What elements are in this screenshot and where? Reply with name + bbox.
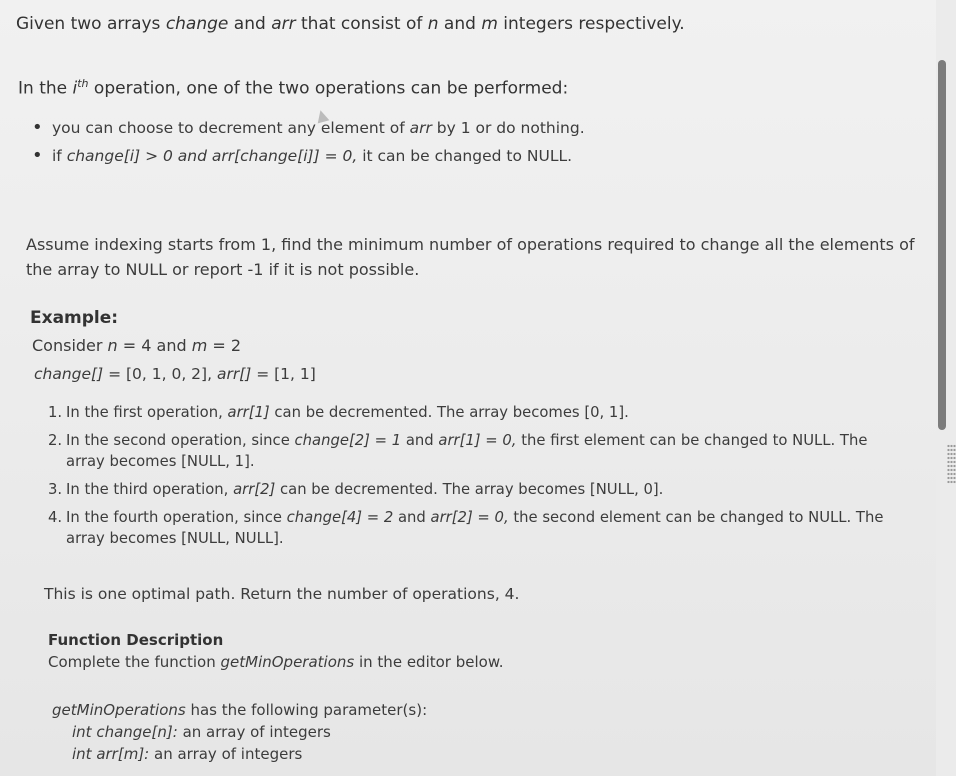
example-input: change[] = [0, 1, 0, 2], arr[] = [1, 1] [34, 365, 316, 383]
list-item: • if change[i] > 0 and arr[change[i]] = 0, it can be changed to NULL. [30, 144, 585, 172]
parameter-arr: int arr[m]: an array of integers [72, 745, 303, 763]
parameter-change: int change[n]: an array of integers [72, 723, 331, 741]
example-heading: Example: [30, 308, 119, 328]
problem-intro: Given two arrays change and arr that consist of n and m integers respectively. [16, 14, 685, 34]
list-item: 1. In the first operation, arr[1] can be decremented. The array becomes [0, 1]. [48, 404, 629, 421]
task-description: Assume indexing starts from 1, find the minimum number of operations required to change all the elements of the array to NULL or report -1 if it is not possible. [26, 235, 915, 279]
operations-list [30, 116, 585, 172]
resize-handle-icon[interactable] [947, 444, 956, 484]
example-steps [48, 402, 908, 556]
list-item: 2. In the second operation, since change[2] = 1 and arr[1] = 0, the first element can be changed to NULL. The array becomes [NULL, 1]. [48, 432, 868, 470]
example-consider: Consider n = 4 and m = 2 [32, 336, 242, 355]
function-description-heading: Function Description [48, 631, 224, 649]
list-item: 3. In the third operation, arr[2] can be decremented. The array becomes [NULL, 0]. [48, 481, 664, 498]
example-conclusion: This is one optimal path. Return the number of operations, 4. [44, 585, 520, 603]
function-description-text: Complete the function getMinOperations in the editor below. [48, 653, 504, 671]
list-item: • you can choose to decrement any element of arr by 1 or do nothing. [30, 116, 585, 144]
scrollbar-thumb[interactable] [938, 60, 946, 430]
list-item: 4. In the fourth operation, since change[4] = 2 and arr[2] = 0, the second element can be changed to NULL. The array becomes [NULL, NULL]. [48, 509, 884, 547]
operations-heading: In the $i^{th}$ operation, one of the two operations can be performed: [18, 77, 569, 99]
parameters-heading: getMinOperations has the following parameter(s): [52, 701, 428, 719]
